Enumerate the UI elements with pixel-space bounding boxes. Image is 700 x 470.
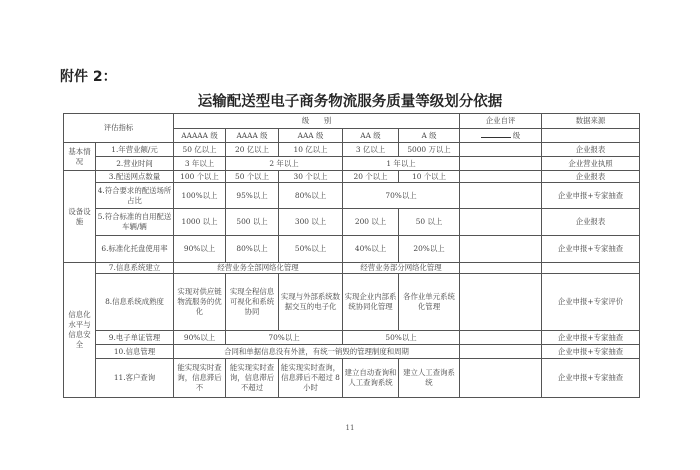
value-cell: 10 亿以上 [279,143,343,157]
table-row [64,143,640,157]
self-eval-cell[interactable] [460,157,542,171]
source-cell: 企业申报+专家抽查 [542,183,640,209]
self-eval-grade-field[interactable] [460,129,542,143]
header-data-source: 数据来源 [542,114,640,129]
self-eval-cell[interactable] [460,331,542,345]
grade-a: A 级 [399,129,460,143]
indicator-name: 6.标准化托盘使用率 [96,236,174,263]
indicator-name: 2.营业时间 [96,157,174,171]
source-cell: 企业报表 [542,143,640,157]
group-info: 信息化水平与信息安全 [64,263,96,398]
indicator-name: 1.年营业额/元 [96,143,174,157]
self-eval-cell[interactable] [460,274,542,331]
source-cell [542,263,640,274]
value-cell: 能实现实时查询，信息滞后不 [174,359,226,398]
source-cell: 企业报表 [542,209,640,236]
value-cell: 100 个以上 [174,171,226,183]
self-eval-cell[interactable] [460,209,542,236]
grading-table [63,113,640,398]
header-grade-group: 级 别 [174,114,460,129]
table-row [64,274,640,331]
self-eval-cell[interactable] [460,263,542,274]
grade-aa: AA 级 [343,129,399,143]
source-cell: 企业申报+专家抽查 [542,359,640,398]
table-row [64,183,640,209]
source-cell: 企业申报+专家抽查 [542,236,640,263]
value-cell: 20 亿以上 [226,143,279,157]
value-cell: 95%以上 [226,183,279,209]
value-cell: 500 以上 [226,209,279,236]
value-cell: 20%以上 [399,236,460,263]
value-cell: 50 亿以上 [174,143,226,157]
value-cell: 经营业务全部网络化管理 [174,263,343,274]
value-cell: 40%以上 [343,236,399,263]
table-row [64,359,640,398]
source-cell: 企业申报+专家抽查 [542,331,640,345]
value-cell: 能实现实时查询，信息滞后不超过 [226,359,279,398]
header-self-eval: 企业自评 [460,114,542,129]
self-eval-cell[interactable] [460,359,542,398]
self-eval-cell[interactable] [460,171,542,183]
indicator-name: 7.信息系统建立 [96,263,174,274]
value-cell: 各作业单元系统化管理 [399,274,460,331]
value-cell: 经营业务部分网络化管理 [343,263,460,274]
table-row [64,236,640,263]
value-cell: 50%以上 [343,331,460,345]
attachment-label: 附件 2： [60,69,117,85]
indicator-name: 4.符合要求的配送场所占比 [96,183,174,209]
value-cell: 70%以上 [343,183,460,209]
value-cell: 90%以上 [174,236,226,263]
indicator-name: 11.客户查询 [96,359,174,398]
page-number: 11 [345,424,355,432]
value-cell: 50 个以上 [226,171,279,183]
table-row [64,331,640,345]
indicator-name: 8.信息系统成熟度 [96,274,174,331]
value-cell: 1 年以上 [343,157,460,171]
table-row [64,263,640,274]
value-cell: 实现全程信息可视化和系统协同 [226,274,279,331]
self-eval-cell[interactable] [460,183,542,209]
value-cell: 3 亿以上 [343,143,399,157]
document-title: 运输配送型电子商务物流服务质量等级划分依据 [197,94,503,110]
value-cell: 50 以上 [399,209,460,236]
indicator-name: 10.信息管理 [96,345,174,359]
group-basic: 基本情况 [64,143,96,171]
value-cell: 100%以上 [174,183,226,209]
header-row-1 [64,114,640,129]
self-eval-cell[interactable] [460,143,542,157]
source-cell: 企业营业执照 [542,157,640,171]
group-equipment: 设备设施 [64,171,96,263]
value-cell: 1000 以上 [174,209,226,236]
self-eval-cell[interactable] [460,345,542,359]
table-row [64,345,640,359]
table-row [64,209,640,236]
value-cell: 300 以上 [279,209,343,236]
value-cell: 20 个以上 [343,171,399,183]
self-eval-cell[interactable] [460,236,542,263]
value-cell: 实现企业内部系统协同化管理 [343,274,399,331]
empty-cell [542,129,640,143]
source-cell: 企业申报+专家抽查 [542,345,640,359]
self-eval-blank [481,131,511,138]
value-cell: 2 年以上 [226,157,343,171]
value-cell: 5000 万以上 [399,143,460,157]
indicator-name: 3.配送网点数量 [96,171,174,183]
value-cell: 实现对供应链物流服务的优化 [174,274,226,331]
value-cell: 80%以上 [226,236,279,263]
indicator-name: 5.符合标准的自用配送车辆/辆 [96,209,174,236]
header-indicator: 评估指标 [64,114,174,143]
value-cell: 70%以上 [226,331,343,345]
value-cell: 合同和单据信息没有外泄，有统一销毁的管理制度和周期 [174,345,460,359]
value-cell: 80%以上 [279,183,343,209]
value-cell: 能实现实时查询，信息滞后不超过 8 小时 [279,359,343,398]
source-cell: 企业申报+专家评价 [542,274,640,331]
value-cell: 建立自动查询和人工查询系统 [343,359,399,398]
value-cell: 90%以上 [174,331,226,345]
source-cell: 企业报表 [542,171,640,183]
indicator-name: 9.电子单证管理 [96,331,174,345]
grade-aaaaa: AAAAA 级 [174,129,226,143]
value-cell: 50%以上 [279,236,343,263]
value-cell: 实现与外部系统数据交互的电子化 [279,274,343,331]
grade-aaa: AAA 级 [279,129,343,143]
grade-aaaa: AAAA 级 [226,129,279,143]
value-cell: 建立人工查询系统 [399,359,460,398]
table-row [64,171,640,183]
value-cell: 10 个以上 [399,171,460,183]
value-cell: 30 个以上 [279,171,343,183]
value-cell: 200 以上 [343,209,399,236]
self-eval-suffix: 级 [512,130,521,140]
table-row [64,157,640,171]
value-cell: 3 年以上 [174,157,226,171]
